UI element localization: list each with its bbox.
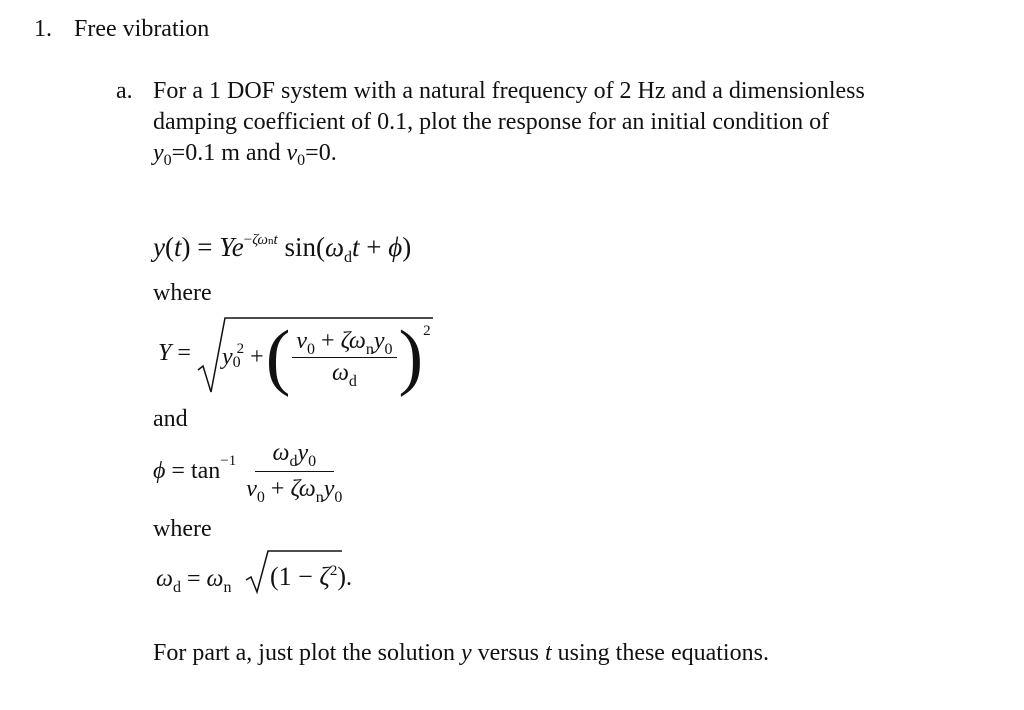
response-equation: $y(t) = Ye^{-\zeta\omega nt}$ $\sin(\omega_dt + \phi)$ [153,232,412,266]
section-title: Free vibration [74,16,210,42]
problem-line-2: damping coefficient of 0.1, plot the response for an initial condition of [153,109,830,135]
phase-equation: ϕ = tan −1 $\frac{\omega_dy_0}{v_0 + \zeta\omega_ny_0}$ [153,440,343,506]
problem-line-3: $y_0=0.1$ m and $v_0=0$. [153,140,337,169]
footer-post: using these equations. [551,640,769,666]
where-label-1: where [153,280,212,306]
problem-line-1: For a 1 DOF system with a natural frequency of 2 Hz and a dimensionless [153,78,865,104]
problem-line-3-end: =0. [305,140,337,166]
section-number: 1. [34,16,52,42]
footer-pre: For part a, just plot the solution [153,640,461,666]
where-label-2: where [153,516,212,542]
frequency-radicand: $(1 - \zeta^2)$. [270,562,353,591]
amplitude-equation: Y = [158,340,191,366]
footer-text: For part a, just plot the solution y versus t using these equations. [153,640,769,666]
part-marker: a. [116,78,133,104]
amplitude-radicand: y 0 2 + ( $\frac{v_0 + \zeta\omega_ny_0}{\omega_d}$ ) 2 [222,316,431,398]
footer-mid: versus [471,640,545,666]
damped-frequency-equation: $\omega_d = \omega_n$ [156,566,232,596]
problem-line-3-rest: =0.1 m and [171,140,287,166]
and-label: and [153,406,188,432]
